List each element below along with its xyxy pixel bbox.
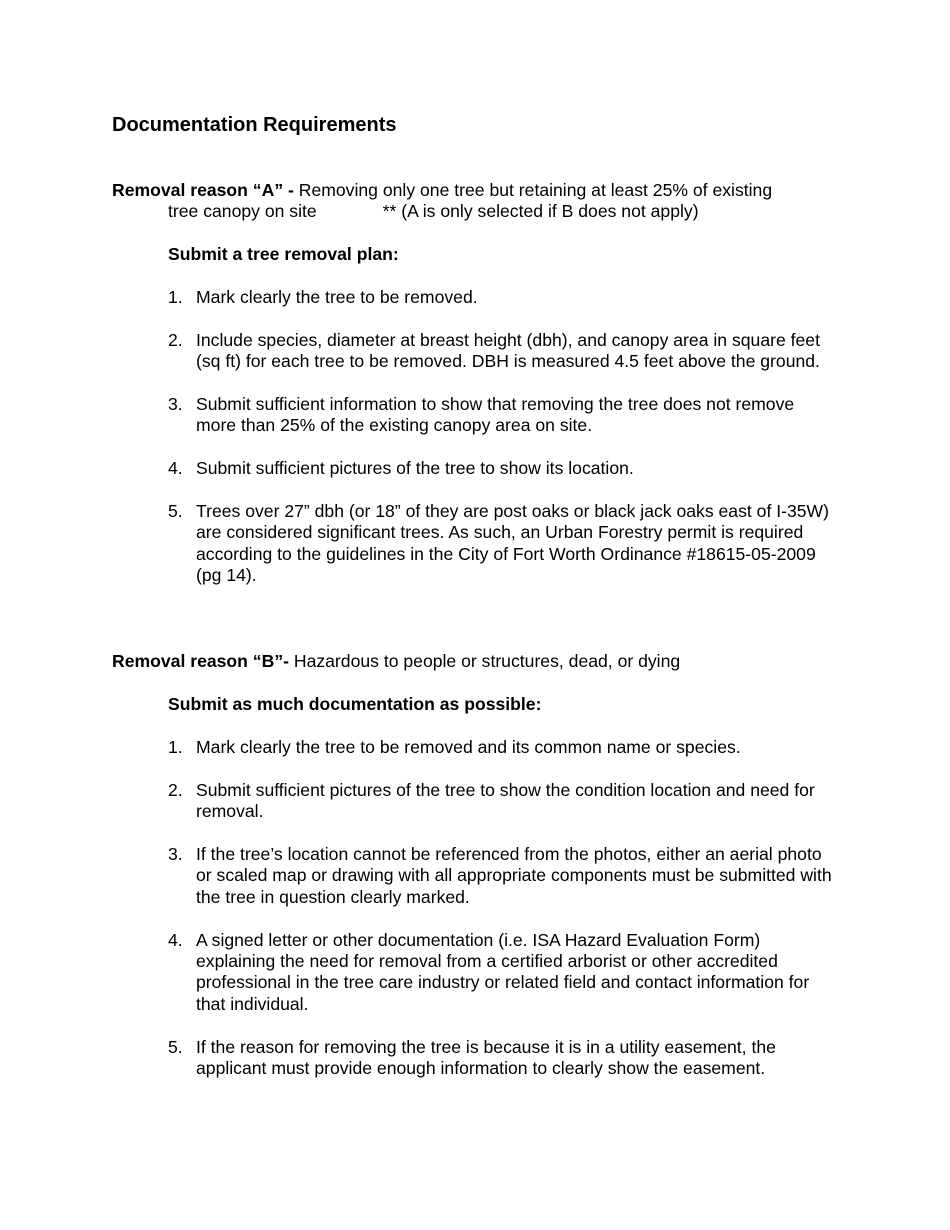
reason-a-continuation xyxy=(112,201,852,222)
reason-b-block xyxy=(112,651,852,672)
list-item xyxy=(168,780,838,823)
item-text: If the reason for removing the tree is because it is in a utility easement, the applicant must provide enough information to clearly show the easement. xyxy=(196,1036,776,1079)
item-text: Submit sufficient pictures of the tree to show the condition location and need for removal. xyxy=(196,779,815,822)
reason-a-note: ** (A is only selected if B does not apply) xyxy=(382,201,699,222)
reason-a-list xyxy=(168,287,838,608)
reason-b-list xyxy=(168,737,838,1101)
item-number: 4. xyxy=(168,929,183,950)
item-text: Mark clearly the tree to be removed. xyxy=(196,287,478,307)
list-item xyxy=(168,501,838,587)
reason-a-text-2: tree canopy on site xyxy=(168,201,317,222)
list-item xyxy=(168,844,838,908)
item-text: Submit sufficient information to show that removing the tree does not remove more than 25% of the existing canopy area on site. xyxy=(196,394,795,436)
list-item xyxy=(168,930,838,1016)
page-title: Documentation Requirements xyxy=(112,114,397,136)
item-number: 5. xyxy=(168,1036,183,1057)
item-number: 4. xyxy=(168,458,183,479)
list-item xyxy=(168,287,838,308)
list-item xyxy=(168,1037,838,1080)
item-number: 5. xyxy=(168,501,183,521)
item-text: Trees over 27” dbh (or 18” of they are post oaks or black jack oaks east of I-35W) are considered significant trees. As such, an Urban Forestry permit is required according to the guidelines in the City of Fort Worth Ordinance #18615-05-2009 (pg 14). xyxy=(196,501,830,586)
item-number: 1. xyxy=(168,287,183,307)
item-text: A signed letter or other documentation (i.e. ISA Hazard Evaluation Form) explaining the need for removal from a certified arborist or other accredited professional in the tree care industry or related field and contact information for that individual. xyxy=(196,929,810,1014)
item-text: Include species, diameter at breast height (dbh), and canopy area in square feet (sq ft) for each tree to be removed. DBH is measured 4.5 feet above the ground. xyxy=(196,329,820,372)
item-number: 2. xyxy=(168,329,183,350)
reason-a-text: Removing only one tree but retaining at least 25% of existing xyxy=(293,180,773,200)
item-number: 3. xyxy=(168,394,183,414)
reason-b-text: Hazardous to people or structures, dead, or dying xyxy=(288,651,681,671)
item-number: 1. xyxy=(168,737,183,757)
reason-a-line xyxy=(112,180,852,201)
reason-a-subheading: Submit a tree removal plan: xyxy=(168,244,399,264)
list-item xyxy=(168,330,838,373)
item-number: 3. xyxy=(168,844,183,864)
reason-a-block xyxy=(112,180,852,223)
reason-b-subheading: Submit as much documentation as possible: xyxy=(168,694,542,714)
list-item xyxy=(168,737,838,758)
item-text: Mark clearly the tree to be removed and its common name or species. xyxy=(196,737,741,757)
item-number: 2. xyxy=(168,779,183,800)
item-text: If the tree’s location cannot be referenced from the photos, either an aerial photo or scaled map or drawing with all appropriate components must be submitted with the tree in question clearly marked. xyxy=(196,844,832,907)
item-text: Submit sufficient pictures of the tree to show its location. xyxy=(196,458,634,479)
reason-b-line xyxy=(112,651,852,672)
list-item xyxy=(168,394,838,437)
list-item xyxy=(168,458,838,479)
reason-a-label: Removal reason “A” - xyxy=(112,180,294,200)
reason-b-label: Removal reason “B”- xyxy=(112,651,289,671)
